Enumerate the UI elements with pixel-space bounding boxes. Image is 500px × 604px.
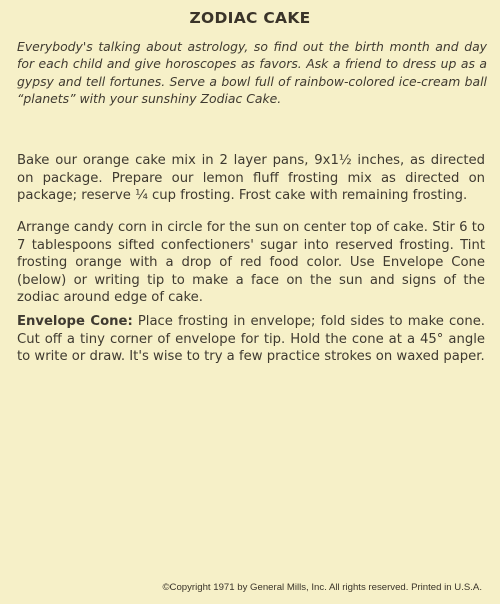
copyright-footer: ©Copyright 1971 by General Mills, Inc. All rights reserved. Printed in U.S.A.: [162, 582, 482, 593]
recipe-intro: Everybody's talking about astrology, so find out the birth month and day for each child and give horoscopes as favors. Ask a friend to dress up as a gypsy and tell fortunes. Serve a bowl full of rainbow-colored ice-cream ball “planets” with your sunshiny Zodiac Cake.: [17, 39, 487, 107]
recipe-title: ZODIAC CAKE: [189, 9, 311, 27]
instructions-bake: Bake our orange cake mix in 2 layer pans, 9x1½ inches, as directed on package. Prepare our lemon fluff frosting mix as directed on package; reserve ¼ cup frosting. Frost cake with remaining frosting.: [17, 153, 485, 204]
instructions-decorate: Arrange candy corn in circle for the sun on center top of cake. Stir 6 to 7 tablespoons sifted confectioners' sugar into reserved frosting. Tint frosting orange with a drop of red food color. Use Envelope Cone (below) or writing tip to make a face on the sun and signs of the zodiac around edge of cake.: [17, 220, 485, 306]
envelope-cone-tip: [17, 313, 485, 366]
envelope-cone-heading: Envelope Cone:: [17, 314, 133, 329]
envelope-cone-text: Place frosting in envelope; fold sides to make cone. Cut off a tiny corner of envelope for tip. Hold the cone at a 45° angle to write or draw. It's wise to try a few practice strokes on waxed paper.: [17, 314, 485, 365]
